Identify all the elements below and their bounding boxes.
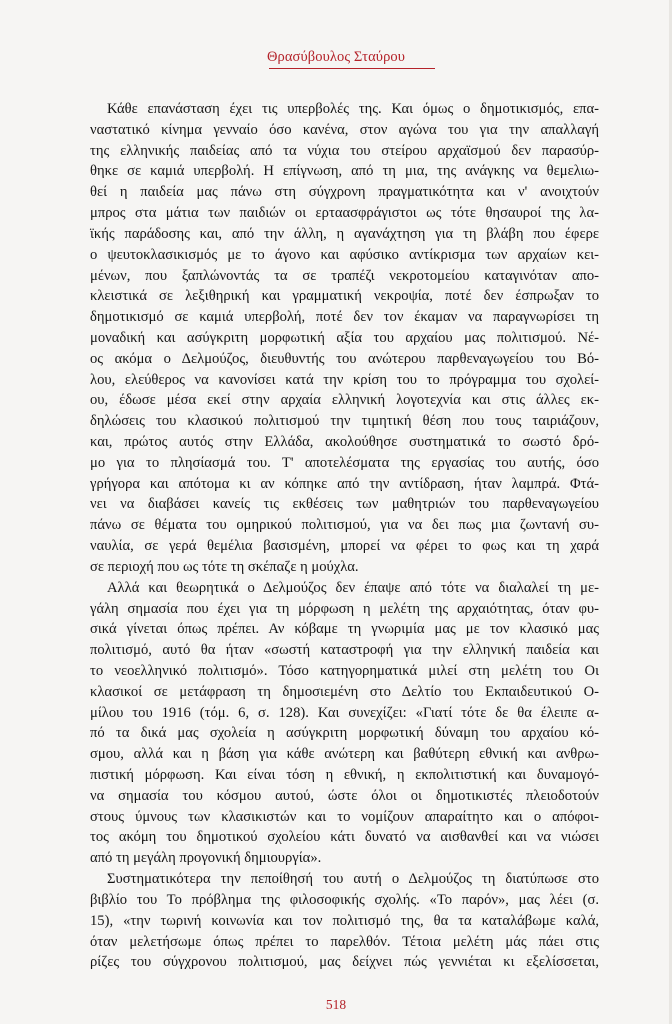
text-line: 15), «την τωρινή κοινωνία και τον πολιτισμό της, θα τα καταλάβωμε καλά, <box>90 912 599 929</box>
text-line: θηκε σε καμιά υπερβολή. Η επίγνωση, από τη μια, της ανάγκης να θεμελιω- <box>90 163 599 180</box>
text-line: ου, έδωσε μέσα εκεί στην αρχαία ελληνική λογοτεχνία και στις άλλες εκ- <box>90 392 599 409</box>
text-line: ος ακόμα ο Δελμούζος, διευθυντής του ανώτερου παρθεναγωγείου του Βό- <box>90 350 599 367</box>
text-line: κλασικοί σε μετάφραση τη δημοσιεμένη στο Δελτίο του Εκπαιδευτικού Ο- <box>90 683 599 700</box>
text-line: στους ύμνους των κλασικιστών και το νομίζουν απαραίτητο και ο απόφοι- <box>90 808 599 825</box>
text-line: πολιτισμό, αυτό θα ήταν «σωστή καταστροφή για την ελληνική παιδεία και <box>90 642 599 659</box>
text-line: να σημασία του κόσμου αυτού, ώστε όλοι οι δημοτικιστές πλειοδοτούν <box>90 787 599 804</box>
text-line: το νεοελληνικό πολιτισμό». Τόσο κατηγορηματικά μιλεί στη μελέτη του Οι <box>90 662 599 679</box>
text-line: βιβλίο του Το πρόβλημα της φιλοσοφικής σχολής. «Το παρόν», μας λέει (σ. <box>90 891 599 908</box>
text-line: ναυλία, σε γερά θεμέλια βασισμένη, μπορεί να φέρει το φως και τη χαρά <box>90 538 599 555</box>
text-line: όταν μελετήσωμε όπως πρέπει το παρελθόν. Τέτοια μελέτη μάς πάει στις <box>90 933 599 950</box>
text-line: κλειστικά σε λεξιθηρική και γραμματική νεκροψία, ποτέ δεν έσπρωξαν το <box>90 288 599 305</box>
text-line: δηλώσεις του κλασικού πολιτισμού την τιμητική θέση που τους ταιριάζουν, <box>90 413 599 430</box>
text-line: νει να διαβάσει κανείς τις εκθέσεις των μαθητριών του παρθεναγωγείου <box>90 496 599 513</box>
text-line: ϊκής παράδοσης και, από την άλλη, η αγανάχτηση για τη βλάβη που έφερε <box>90 225 599 242</box>
text-line: σμου, αλλά και η βάση για κάθε ανώτερη και βαθύτερη εθνική και ανθρω- <box>90 746 599 763</box>
text-line: σικά γίνεται όπως πρέπει. Αν κόβαμε τη γνωριμία μας με τον κλασικό μας <box>90 621 599 638</box>
text-line: πάνω σε θέματα του ομηρικού πολιτισμού, για να δει πως μια ζωντανή συ- <box>90 517 599 534</box>
text-line: της ελληνικής παιδείας από τα νύχια του στείρου αρχαϊσμού δεν παρασύρ- <box>90 142 599 159</box>
text-line: ρίζες του σύγχρονου πολιτισμού, μας δείχνει πώς γεννιέται κι εξελίσσεται, <box>90 954 599 971</box>
text-line: μίλου του 1916 (τόμ. 6, σ. 128). Και συνεχίζει: «Γιατί τότε δε θα έλειπε α- <box>90 704 599 721</box>
text-line: μένων, που ξαπλώνοντάς τα σε τραπέζι νεκροτομείου καταγινόταν απο- <box>90 267 599 284</box>
text-line: πιστική μόρφωση. Και είναι τόση η εθνική, η εκπολιτιστική και δυναμογό- <box>90 767 599 783</box>
text-line: από τη μεγάλη προγονική δημιουργία». <box>90 850 322 867</box>
page-number: 518 <box>325 997 347 1012</box>
text-line: λου, ελεύθερος να κανονίσει κατά την κρίση του το πρόγραμμα του σχολεί- <box>90 371 599 388</box>
text-line: δημοτικισμό σε καμιά υπερβολή, ποτέ δεν τον έκαμαν να παραγνωρίσει τη <box>90 309 599 326</box>
text-line: σε περιοχή που ως τότε τη σκέπαζε η μούχλα. <box>90 558 359 575</box>
text-line: μοναδική και ασύγκριτη μορφωτική αξία του αρχαίου μας πολιτισμού. Νέ- <box>90 329 599 346</box>
text-line: γρήγορα και απότομα κι αν κόπηκε από την αντίδραση, ήταν λαμπρά. Φτά- <box>90 475 599 492</box>
text-line: γάλη σημασία που έχει για τη μόρφωση η μελέτη της αρχαιότητας, όταν φυ- <box>90 600 599 617</box>
text-line: θεί η παιδεία μας πάνω στη σύγχρονη πραγματικότητα και ν' ανοιχτούν <box>90 184 599 201</box>
text-line: Συστηματικότερα την πεποίθησή του αυτή ο Δελμούζος τη διατύπωσε στο <box>107 871 599 888</box>
text-line: ο ψευτοκλασικισμός με το άγονο και αφύσικο αντίκρισμα των αρχαίων κει- <box>90 246 599 263</box>
running-head: Θρασύβουλος Σταύρου <box>266 49 406 65</box>
text-line: Αλλά και θεωρητικά ο Δελμούζος δεν έπαψε από τότε να διαλαλεί τη με- <box>107 579 599 596</box>
text-line: πό τα δικά μας σχολεία η ασύγκριτη μορφωτική δύναμη του αρχαίου κό- <box>90 725 599 742</box>
text-line: και, πρώτος αυτός στην Ελλάδα, ακολούθησε συστηματικά το σωστό δρό- <box>90 434 599 450</box>
text-line: τος ακόμη του δημοτικού σχολείου κάτι δυνατό να αισθανθεί και να νιώσει <box>90 829 599 846</box>
text-line: Κάθε επανάσταση έχει τις υπερβολές της. Και όμως ο δημοτικισμός, επα- <box>107 101 599 117</box>
text-line: μο για το πλησίασμά του. Τ' αποτελέσματα της εργασίας του αυτής, όσο <box>90 454 599 471</box>
body-text <box>90 99 599 973</box>
text-line: ναστατικό κίνημα γενναίο όσο κανένα, στον αγώνα του για την απαλλαγή <box>90 121 599 138</box>
running-head-rule <box>269 68 435 69</box>
text-line: μπρος στα μάτια των παιδιών οι ερταασφράγιστοι ως τότε θησαυροί της λα- <box>90 205 599 222</box>
